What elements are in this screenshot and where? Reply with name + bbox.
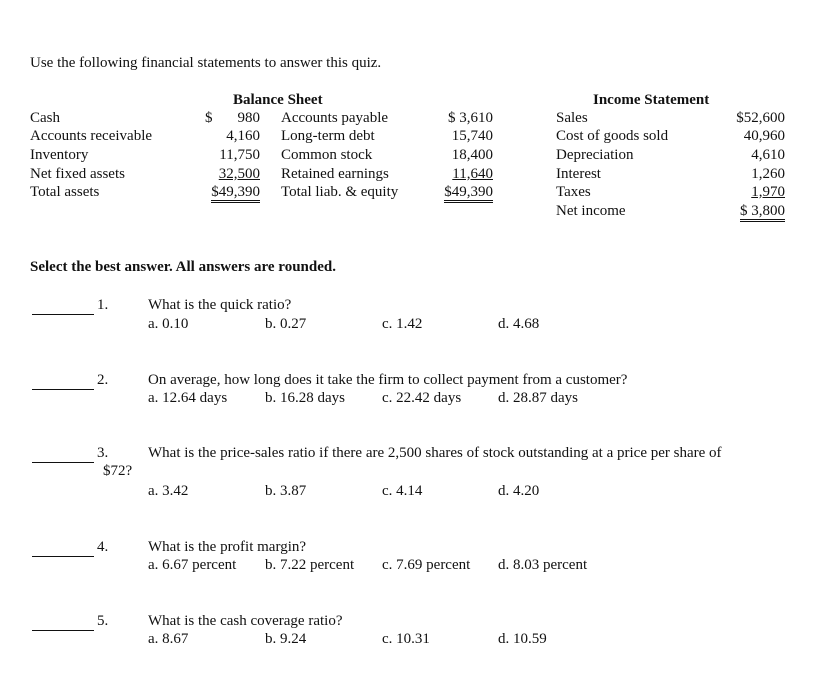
asset-value: 980 (237, 110, 260, 126)
choice-a: a. 0.10 (148, 316, 189, 332)
income-value: 40,960 (743, 128, 785, 144)
currency-sign: $ (205, 110, 213, 126)
income-value (705, 184, 785, 201)
choice-b: b. 7.22 percent (265, 557, 355, 573)
liability-value-underlined: 11,640 (452, 166, 493, 182)
asset-label: Accounts receivable (30, 128, 153, 144)
choice-b: b. 3.87 (265, 483, 307, 499)
income-value: $52,600 (736, 110, 785, 126)
choice-a: a. 12.64 days (148, 390, 228, 406)
choice-b: b. 16.28 days (265, 390, 345, 406)
choice-d: d. 28.87 days (498, 390, 578, 406)
question-text: What is the price-sales ratio if there are 2,500 shares of stock outstanding at a price per share of (148, 445, 722, 461)
question-text: What is the profit margin? (148, 539, 307, 555)
answer-blank[interactable] (32, 389, 94, 390)
asset-label: Cash (30, 110, 60, 126)
income-label: Taxes (556, 184, 591, 200)
choice-d: d. 4.20 (498, 483, 540, 499)
liability-label: Total liab. & equity (281, 184, 399, 200)
choice-a: a. 3.42 (148, 483, 189, 499)
choice-b: b. 0.27 (265, 316, 307, 332)
liability-total (420, 184, 493, 201)
income-label: Net income (556, 203, 626, 219)
question-text: What is the quick ratio? (148, 297, 292, 313)
question-number: 3. (97, 445, 109, 461)
income-label: Interest (556, 166, 601, 182)
question-text-continued: $72? (103, 463, 133, 479)
asset-label: Total assets (30, 184, 100, 200)
liability-value: 18,400 (451, 147, 493, 163)
choice-a: a. 6.67 percent (148, 557, 237, 573)
answer-blank[interactable] (32, 314, 94, 315)
income-value: 4,610 (751, 147, 785, 163)
choice-d: d. 10.59 (498, 631, 547, 647)
asset-value (190, 166, 260, 183)
choice-c: c. 1.42 (382, 316, 423, 332)
income-value: 1,260 (751, 166, 785, 182)
income-label: Cost of goods sold (556, 128, 669, 144)
total-liabilities-value: $49,390 (444, 184, 493, 203)
liability-label: Accounts payable (281, 110, 389, 126)
choice-a: a. 8.67 (148, 631, 189, 647)
liability-label: Retained earnings (281, 166, 389, 182)
choice-c: c. 10.31 (382, 631, 430, 647)
asset-label: Inventory (30, 147, 89, 163)
liability-label: Long-term debt (281, 128, 375, 144)
liability-value: 15,740 (451, 128, 493, 144)
asset-value-underlined: 32,500 (218, 166, 260, 182)
question-number: 5. (97, 613, 109, 629)
question-number: 4. (97, 539, 109, 555)
answer-blank[interactable] (32, 556, 94, 557)
asset-value: 11,750 (219, 147, 260, 163)
choice-b: b. 9.24 (265, 631, 307, 647)
choice-c: c. 4.14 (382, 483, 423, 499)
asset-total (190, 184, 260, 201)
liability-value: $ 3,610 (448, 110, 493, 126)
net-income-value: $ 3,800 (740, 203, 785, 222)
choice-c: c. 7.69 percent (382, 557, 471, 573)
income-label: Depreciation (556, 147, 634, 163)
answer-blank[interactable] (32, 462, 94, 463)
choice-d: d. 8.03 percent (498, 557, 588, 573)
question-number: 1. (97, 297, 109, 313)
question-text: On average, how long does it take the firm to collect payment from a customer? (148, 372, 628, 388)
question-text: What is the cash coverage ratio? (148, 613, 343, 629)
answer-blank[interactable] (32, 630, 94, 631)
intro-text: Use the following financial statements to answer this quiz. (30, 55, 382, 71)
income-value-underlined: 1,970 (751, 184, 785, 200)
asset-label: Net fixed assets (30, 166, 125, 182)
asset-value: 4,160 (226, 128, 260, 144)
choice-c: c. 22.42 days (382, 390, 462, 406)
liability-value (420, 166, 493, 183)
balance-sheet-title: Balance Sheet (233, 92, 323, 108)
income-total (705, 203, 785, 220)
total-assets-value: $49,390 (211, 184, 260, 203)
income-label: Sales (556, 110, 588, 126)
question-number: 2. (97, 372, 109, 388)
income-statement-title: Income Statement (593, 92, 710, 108)
instructions: Select the best answer. All answers are rounded. (30, 259, 336, 275)
choice-d: d. 4.68 (498, 316, 540, 332)
liability-label: Common stock (281, 147, 373, 163)
